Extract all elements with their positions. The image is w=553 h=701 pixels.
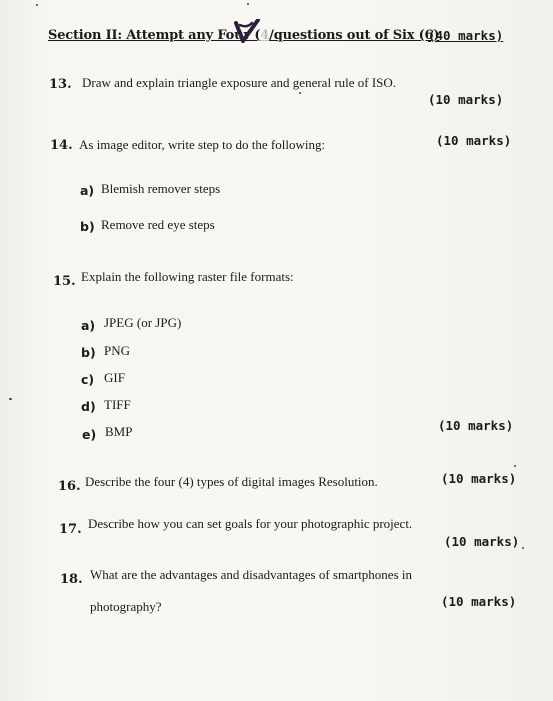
question-15-part-label: c) [81, 372, 95, 387]
question-15-marks: (10 marks) [438, 418, 514, 433]
question-16-number: 16. [58, 479, 81, 494]
question-17-text: Describe how you can set goals for your photographic project. [88, 516, 413, 531]
section-title-suffix: /questions out of Six (6) [269, 28, 440, 43]
scan-speck [9, 398, 12, 400]
question-18-marks: (10 marks) [441, 594, 517, 609]
question-16-text: Describe the four (4) types of digital images Resolution. [85, 474, 378, 489]
question-16-marks: (10 marks) [441, 471, 517, 486]
question-15-part-text: BMP [105, 424, 133, 439]
question-17-marks: (10 marks) [444, 534, 520, 549]
question-17-number: 17. [59, 522, 82, 537]
scan-speck [299, 92, 301, 94]
scan-speck [36, 4, 38, 6]
section-marks: (40 marks) [428, 28, 504, 43]
scan-speck [522, 547, 524, 549]
question-15-part-label: b) [81, 345, 96, 360]
question-14-marks: (10 marks) [436, 133, 512, 148]
question-15-text: Explain the following raster file formats: [81, 269, 294, 284]
section-title-prefix: Section II: Attempt any Four ( [48, 28, 261, 43]
question-15-part-label: a) [81, 318, 96, 333]
question-15-part-text: PNG [104, 343, 131, 358]
question-15-part-label: e) [82, 427, 97, 442]
question-14-part-text: Blemish remover steps [101, 181, 221, 196]
section-title-overwritten-number: 4 [260, 28, 270, 43]
question-14-part-text: Remove red eye steps [101, 217, 215, 232]
question-15-part-text: GIF [104, 370, 125, 385]
question-13-number: 13. [49, 77, 72, 92]
question-18-text-line2: photography? [90, 599, 162, 614]
question-15-part-text: JPEG (or JPG) [104, 315, 182, 330]
question-14-part-label: a) [80, 183, 95, 198]
question-15-number: 15. [53, 274, 76, 289]
question-18-text-line1: What are the advantages and disadvantages of smartphones in [90, 567, 412, 582]
question-13-marks: (10 marks) [428, 92, 504, 107]
handwritten-check-icon [232, 19, 262, 45]
question-14-text: As image editor, write step to do the following: [79, 137, 326, 152]
question-14-number: 14. [50, 138, 73, 153]
question-14-part-label: b) [80, 219, 95, 234]
scan-speck [514, 465, 516, 467]
scan-speck [247, 3, 249, 5]
question-13-text: Draw and explain triangle exposure and general rule of ISO. [82, 75, 397, 90]
question-15-part-text: TIFF [104, 397, 131, 412]
question-18-number: 18. [60, 572, 83, 587]
question-15-part-label: d) [81, 399, 96, 414]
